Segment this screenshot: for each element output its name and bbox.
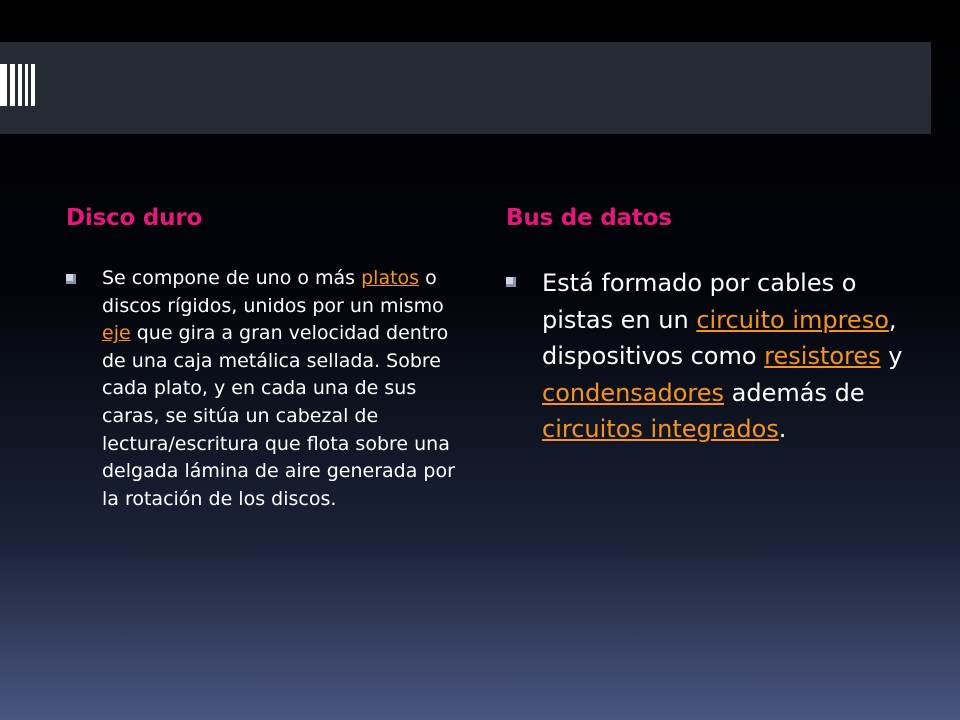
left-column-heading: Disco duro xyxy=(66,205,203,231)
left-paragraph xyxy=(102,267,455,510)
left-column-body xyxy=(66,265,466,513)
paragraph-text: . xyxy=(778,415,787,443)
paragraph-text: que gira a gran velocidad dentro de una caja metálica sellada. Sobre cada plato, y en cada una de sus caras, se sitúa un cabezal de lectura/escritura que flota sobre una delgada lámina de aire generada por la rotación de los discos. xyxy=(102,322,455,510)
right-column-body xyxy=(506,265,916,448)
list-item xyxy=(506,265,916,448)
paragraph-text: además de xyxy=(724,378,865,407)
paragraph-text: o discos rígidos, unidos por un mismo xyxy=(102,267,444,317)
inline-link[interactable]: circuitos integrados xyxy=(542,415,779,443)
title-band xyxy=(0,42,931,134)
inline-link[interactable]: circuito impreso xyxy=(696,305,889,334)
inline-link[interactable]: platos xyxy=(361,267,420,289)
list-item xyxy=(66,265,466,513)
vertical-stripes-icon xyxy=(0,64,36,106)
right-paragraph xyxy=(542,269,903,443)
paragraph-text: Está formado por cables o pistas en un xyxy=(542,269,857,334)
right-column-heading: Bus de datos xyxy=(506,205,672,231)
inline-link[interactable]: resistores xyxy=(764,342,881,370)
paragraph-text: y xyxy=(880,342,903,370)
inline-link[interactable]: eje xyxy=(102,322,131,345)
square-bullet-icon xyxy=(66,274,76,284)
paragraph-text: Se compone de uno o más xyxy=(102,267,362,289)
square-bullet-icon xyxy=(506,277,516,287)
paragraph-text: , dispositivos como xyxy=(542,305,897,370)
inline-link[interactable]: condensadores xyxy=(542,378,725,407)
